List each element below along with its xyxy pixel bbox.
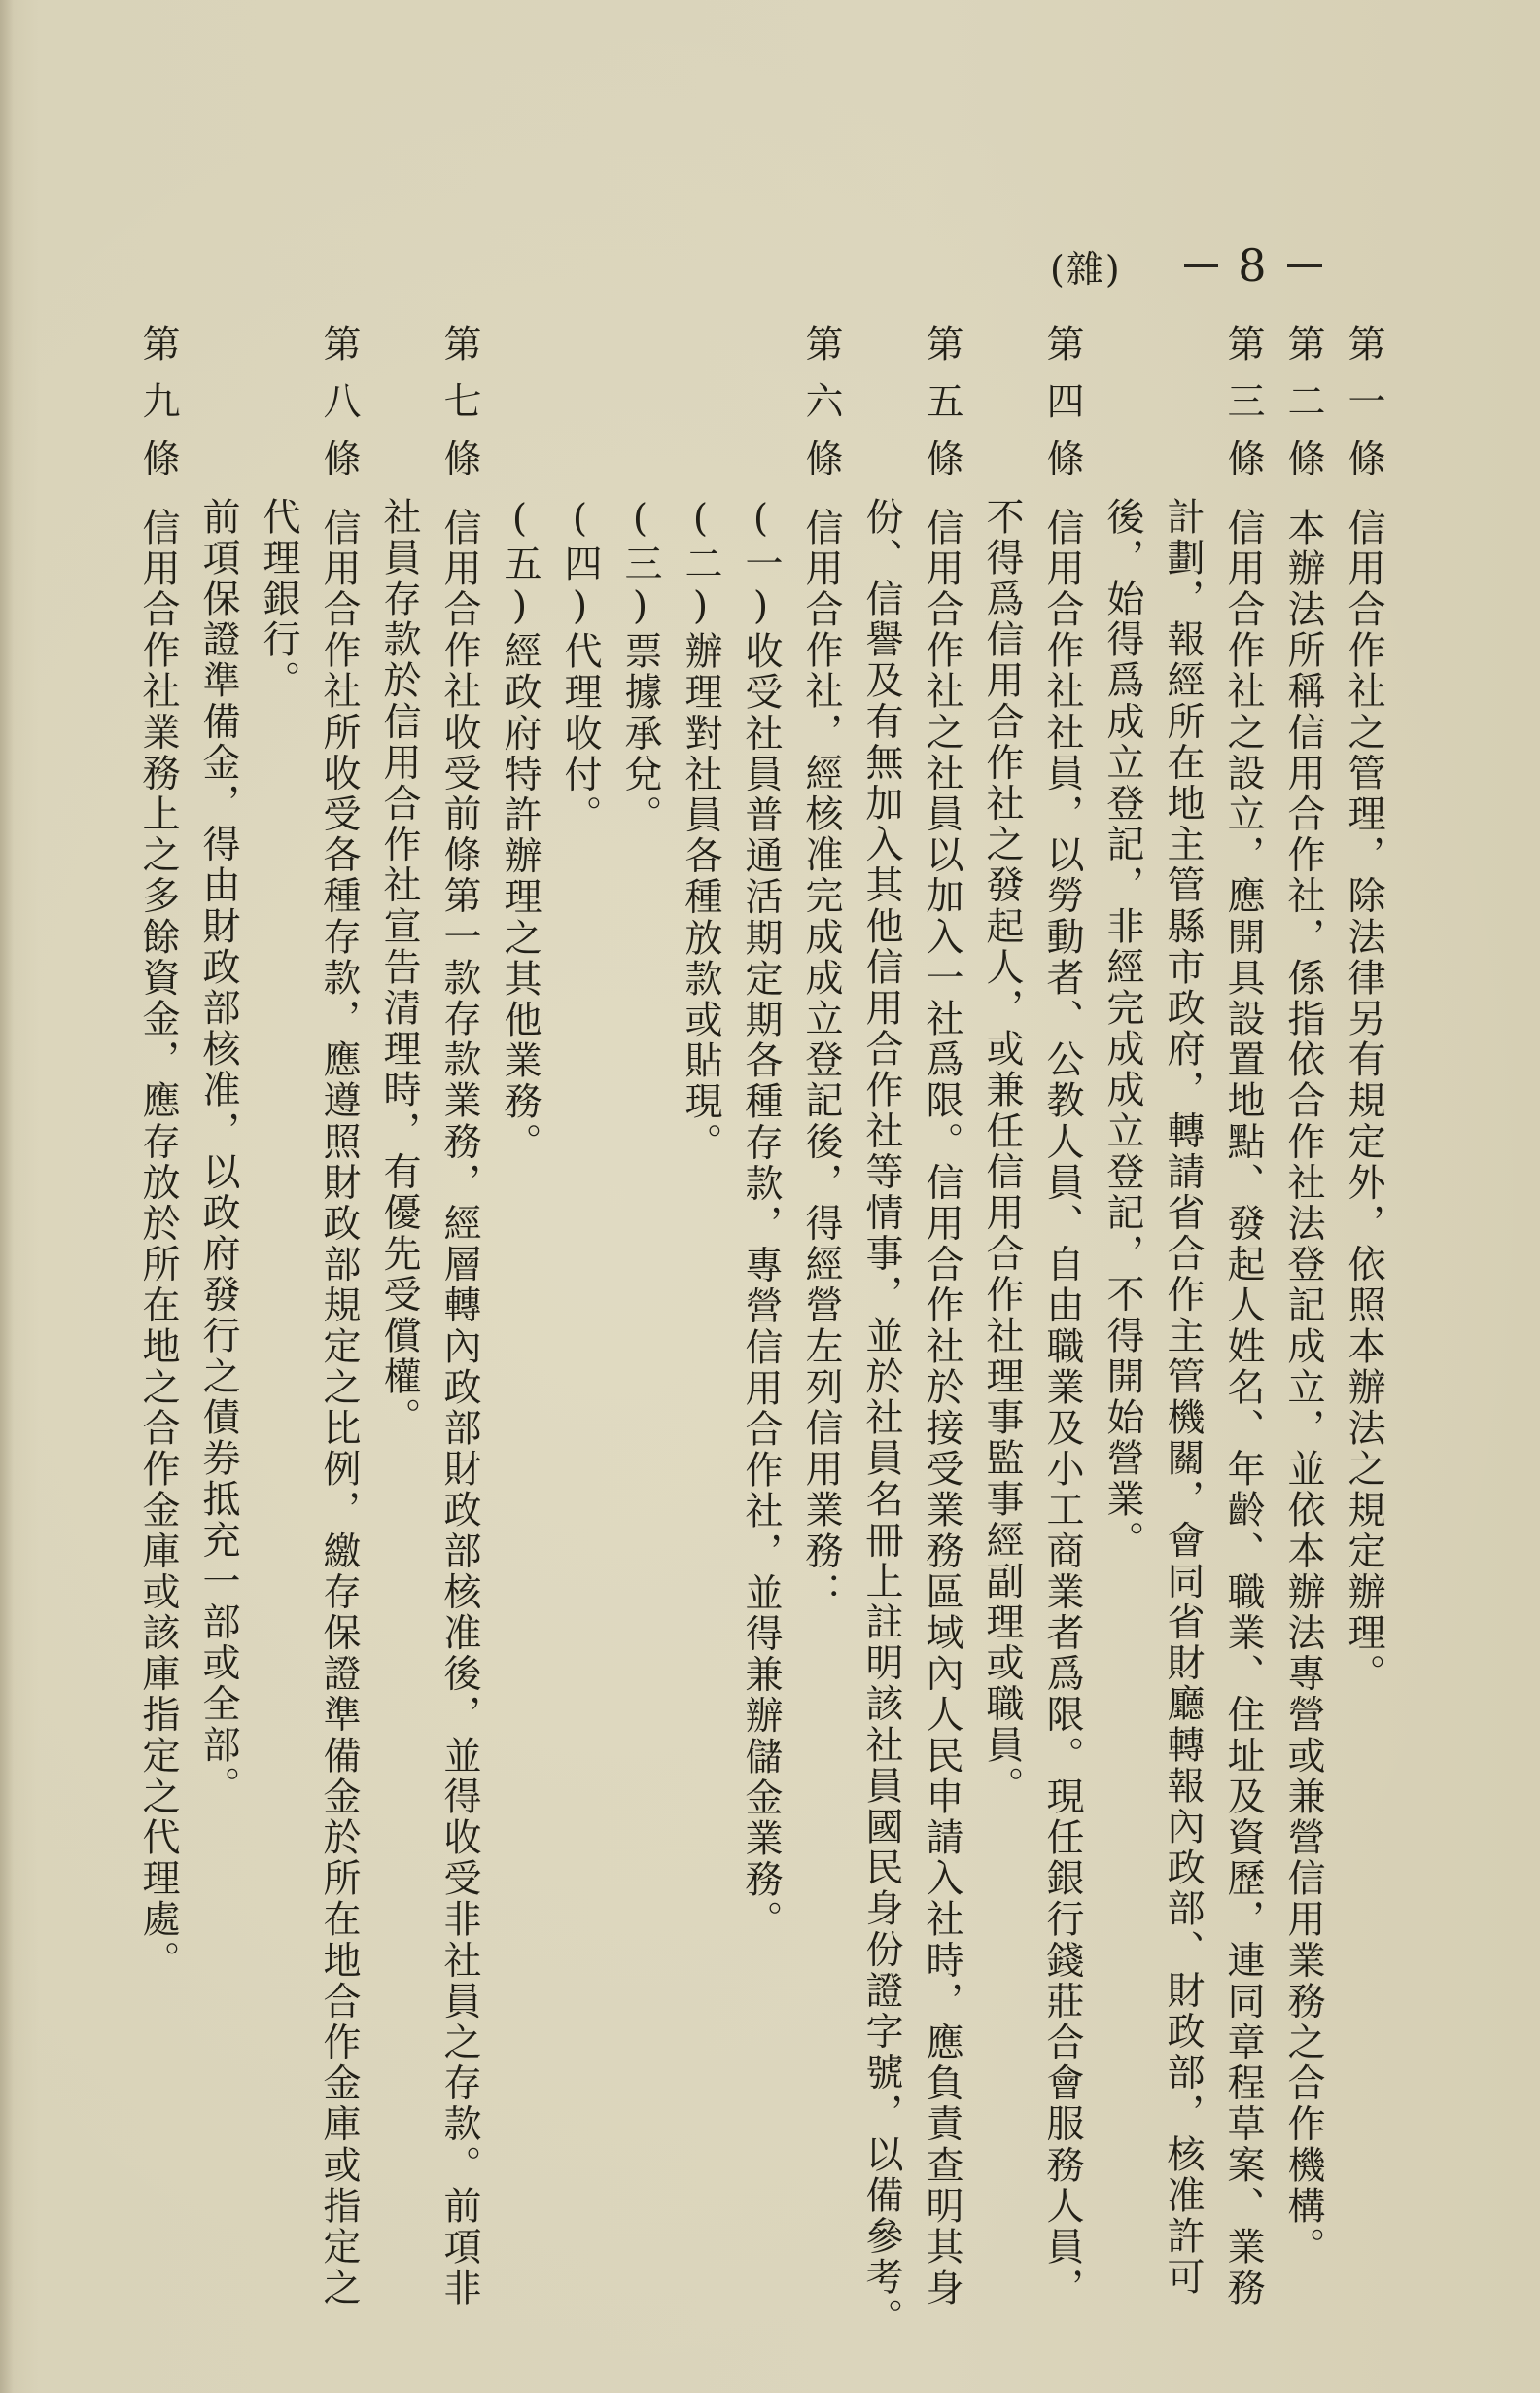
dash-left (1184, 264, 1219, 267)
page-edge-shadow (0, 0, 14, 2393)
column-text: 代理收付。 (558, 631, 602, 836)
column-text: 經政府特許辦理之其他業務。 (498, 631, 542, 1164)
article-label: 第二條 (1281, 324, 1325, 496)
list-item-marker: (五) (498, 497, 542, 632)
list-item-marker: (一) (739, 497, 783, 632)
continuation-column (556, 324, 602, 836)
article-column (134, 324, 180, 1982)
page-number: 8 (1238, 239, 1269, 292)
article-label: 第八條 (317, 324, 361, 496)
article-column (1340, 324, 1385, 1695)
continuation-column (677, 324, 722, 1164)
list-item-marker: (二) (679, 497, 722, 632)
list-item-marker: (三) (618, 497, 662, 632)
column-text: 票據承兌。 (618, 631, 662, 836)
continuation-column (496, 324, 542, 1164)
continuation-column (1099, 324, 1144, 1562)
continuation-column (375, 324, 421, 1439)
article-label: 第一條 (1342, 324, 1385, 496)
list-item-marker: (四) (558, 497, 602, 632)
article-label: 第七條 (438, 324, 481, 496)
page-header (1050, 241, 1342, 290)
article-column (1038, 324, 1084, 2309)
column-text: 計劃，報經所在地主管縣市政府，轉請省合作主管機關，會同省財廳轉報內政部、財政部，核准許可 (1161, 497, 1205, 2299)
article-label: 第五條 (920, 324, 963, 496)
column-text: 信用合作社收受前條第一款存款業務，經層轉內政部財政部核准後，並得收受非社員之存款。前項非 (438, 508, 481, 2309)
column-text: 信用合作社所收受各種存款，應遵照財政部規定之比例，繳存保證準備金於所在地合作金庫或指定之 (317, 508, 361, 2309)
continuation-column (978, 324, 1024, 1808)
continuation-column (737, 324, 783, 1942)
column-text: 前項保證準備金，得由財政部核准，以政府發行之債券抵充一部或全部。 (196, 497, 240, 1808)
column-text: 信用合作社業務上之多餘資金，應存放於所在地之合作金庫或該庫指定之代理處。 (136, 508, 180, 1982)
column-text: 份、信譽及有無加入其他信用合作社等情事，並於社員名冊上註明該社員國民身份證字號，以備參考。 (859, 497, 903, 2340)
column-text: 收受社員普通活期定期各種存款，專營信用合作社，並得兼辦儲金業務。 (739, 631, 783, 1942)
article-column (918, 324, 961, 2308)
continuation-column (255, 324, 298, 702)
article-label: 第六條 (799, 324, 843, 496)
continuation-column (194, 324, 240, 1808)
article-column (315, 324, 361, 2309)
article-column (436, 324, 481, 2309)
column-text: 不得爲信用合作社之發起人，或兼任信用合作社理事監事經副理或職員。 (980, 497, 1024, 1808)
column-text: 信用合作社社員，以勞動者、公教人員、自由職業及小工商業者爲限。現任銀行錢莊合會服務人員， (1040, 508, 1084, 2309)
column-text: 信用合作社之設立，應開具設置地點、發起人姓名、年齡、職業、住址及資歷，連同章程草案、業務 (1221, 508, 1265, 2309)
column-text: 辦理對社員各種放款或貼現。 (679, 631, 722, 1164)
continuation-column (858, 324, 903, 2340)
column-text: 信用合作社，經核准完成成立登記後，得經營左列信用業務： (799, 508, 843, 1613)
column-text: 代理銀行。 (257, 497, 300, 702)
column-text: 本辦法所稱信用合作社，係指依合作社法登記成立，並依本辦法專營或兼營信用業務之合作機構。 (1281, 508, 1325, 2269)
dash-right (1287, 264, 1322, 267)
column-text: 後，始得爲成立登記，非經完成成立登記，不得開始營業。 (1101, 497, 1144, 1562)
article-label: 第四條 (1040, 324, 1084, 496)
series-label: (雜) (1050, 247, 1122, 291)
article-column (1219, 324, 1265, 2309)
continuation-column (1159, 324, 1205, 2299)
article-label: 第九條 (136, 324, 180, 496)
column-text: 信用合作社之管理，除法律另有規定外，依照本辦法之規定辦理。 (1342, 508, 1385, 1695)
column-text: 社員存款於信用合作社宣告清理時，有優先受償權。 (377, 497, 421, 1439)
article-column (797, 324, 843, 1613)
article-column (1279, 324, 1325, 2269)
continuation-column (616, 324, 662, 836)
column-text: 信用合作社之社員以加入一社爲限。信用合作社於接受業務區域內人民申請入社時，應負責查明其身 (920, 508, 963, 2309)
article-label: 第三條 (1221, 324, 1265, 496)
